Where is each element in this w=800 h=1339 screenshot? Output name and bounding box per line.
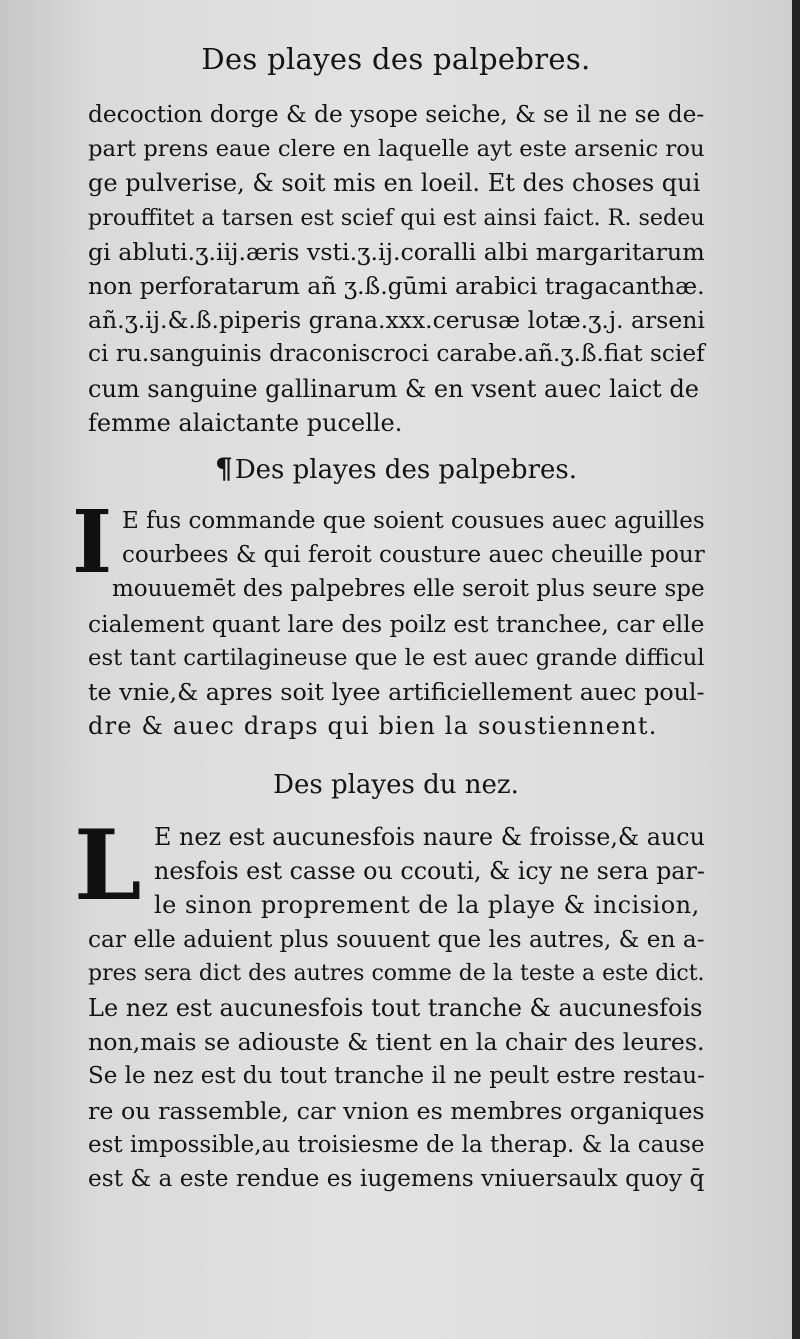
text-line: re ou rassemble, car vnion es membres organiques [88,1096,705,1125]
text-line: te vnie,& apres soit lyee artificiellement auec poul- [88,677,705,706]
text-line: cialement quant lare des poilz est tranchee, car elle [88,609,705,638]
drop-cap-initial: L [74,809,142,922]
text-line: pres sera dict des autres comme de la teste a este dict. [88,960,705,986]
text-line: non,mais se adiouste & tient en la chair des leures. [88,1028,705,1057]
text-line: Le nez est aucunesfois tout tranche & aucunesfois [88,993,703,1022]
text-line: Se le nez est du tout tranche il ne peult estre restau- [88,1063,705,1090]
text-line: dre & auec draps qui bien la soustiennent. [88,712,658,741]
text-line: nesfois est casse ou ccouti, & icy ne sera par- [154,857,705,886]
text-line: prouffitet a tarsen est scief qui est ainsi faict. R. sedeu [88,204,705,231]
paragraph-palpebres [88,504,708,743]
text-line: gi abluti.ʒ.iij.æris vsti.ʒ.ij.coralli albi margaritarum [88,237,705,266]
paragraph-nez [88,820,708,1196]
text-line: est impossible,au troisiesme de la therap. & la cause [88,1131,705,1158]
drop-cap-initial: I [72,492,113,593]
text-line: part prens eaue clere en laquelle ayt este arsenic rou [88,136,705,163]
text-line: añ.ʒ.ij.&.ß.piperis grana.xxx.cerusæ lotæ.ʒ.j. arseni [88,306,705,335]
paragraph-decoction [88,98,708,440]
text-line: decoction dorge & de ysope seiche, & se il ne se de- [88,101,705,128]
text-line: mouuemēt des palpebres elle seroit plus seure spe [112,576,705,603]
page-edge [792,0,800,1339]
text-line: E nez est aucunesfois naure & froisse,& aucu [154,823,705,851]
section-heading-text: Des playes des palpebres. [234,455,577,485]
section-heading-nez: Des playes du nez. [273,770,519,800]
running-header: Des playes des palpebres. [201,42,591,76]
text-line: ge pulverise, & soit mis en loeil. Et des choses qui [88,169,701,198]
text-line: cum sanguine gallinarum & en vsent auec laict de [88,374,700,403]
section-heading-palpebres [0,452,792,485]
text-line: courbees & qui feroit cousture auec cheuille pour [122,542,705,569]
pilcrow-mark: ¶ [214,452,233,485]
text-line: est & a este rendue es iugemens vniuersaulx quoy q̄ [88,1164,705,1192]
text-line: le sinon proprement de la playe & incision, [154,891,700,920]
text-line: ci ru.sanguinis draconiscroci carabe.añ.ʒ.ß.fiat scief [88,340,705,368]
text-line: E fus commande que soient cousues auec aguilles [122,508,705,534]
text-line: femme alaictante pucelle. [88,408,403,437]
text-line: est tant cartilagineuse que le est auec grande difficul [88,644,705,671]
text-line: non perforatarum añ ʒ.ß.gūmi arabici tragacanthæ. [88,271,705,300]
text-line: car elle aduient plus souuent que les autres, & en a- [88,925,705,953]
